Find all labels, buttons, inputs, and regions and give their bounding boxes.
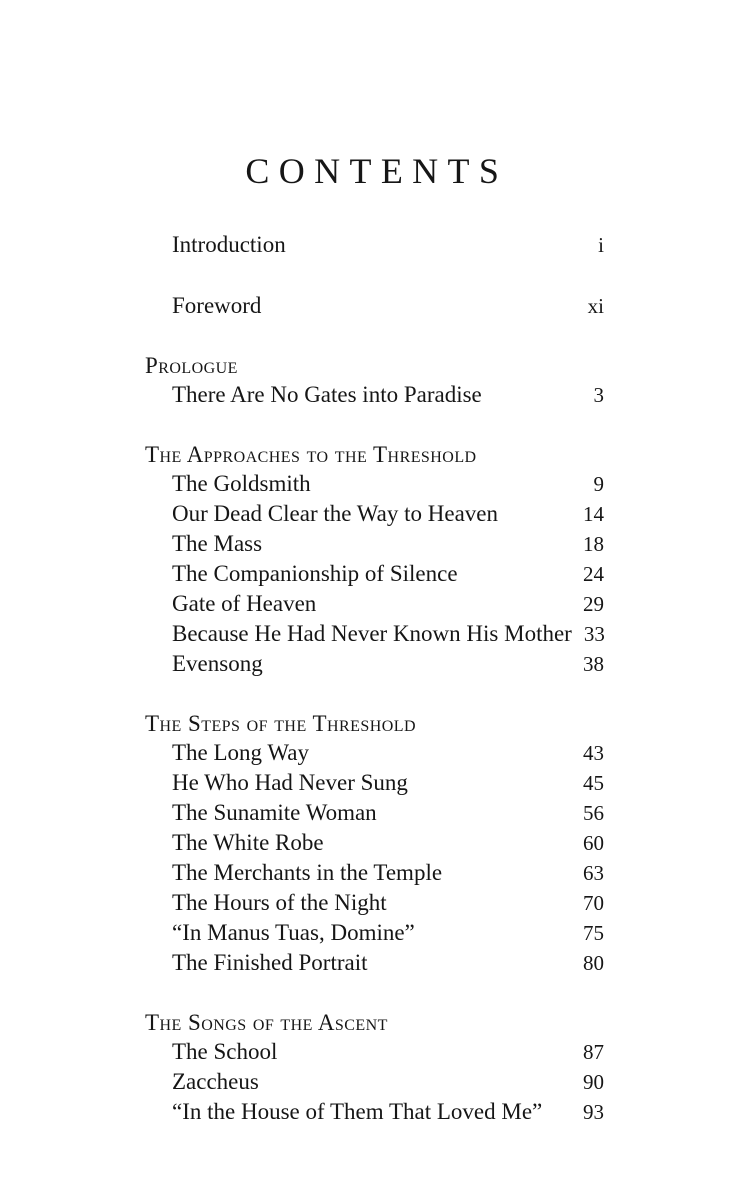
toc-entry bbox=[145, 858, 604, 888]
entry-page-number: 9 bbox=[593, 472, 604, 496]
entry-page-number: 80 bbox=[583, 951, 604, 975]
toc-entry bbox=[145, 918, 604, 948]
entry-title: Gate of Heaven bbox=[172, 591, 317, 616]
entry-title: Because He Had Never Known His Mother bbox=[172, 621, 572, 646]
entry-page-number: 60 bbox=[583, 831, 604, 855]
entry-page-number: 43 bbox=[583, 741, 604, 765]
toc-entry bbox=[145, 1097, 604, 1127]
entry-page-number: 93 bbox=[583, 1100, 604, 1124]
toc-entry bbox=[145, 768, 604, 798]
section-heading: The Songs of the Ascent bbox=[145, 1010, 388, 1035]
toc-entry bbox=[145, 1067, 604, 1097]
entry-title: Introduction bbox=[172, 232, 286, 257]
entry-title: The Goldsmith bbox=[172, 471, 311, 496]
toc-entry bbox=[145, 798, 604, 828]
entry-page-number: xi bbox=[587, 294, 604, 318]
toc-entry bbox=[145, 738, 604, 768]
entry-page-number: 38 bbox=[583, 652, 604, 676]
entry-page-number: 18 bbox=[583, 532, 604, 556]
entry-page-number: 33 bbox=[583, 622, 605, 646]
entry-page-number: 45 bbox=[583, 771, 604, 795]
entry-title: The Mass bbox=[172, 531, 263, 556]
entry-title: Foreword bbox=[172, 293, 262, 318]
entry-page-number: 14 bbox=[583, 502, 604, 526]
entry-title: Evensong bbox=[172, 651, 263, 676]
toc-entry bbox=[145, 291, 604, 321]
entry-page-number: 29 bbox=[583, 592, 604, 616]
section-heading: Prologue bbox=[145, 353, 238, 378]
front-matter bbox=[145, 230, 604, 321]
toc-entry bbox=[145, 948, 604, 978]
entry-title: The Merchants in the Temple bbox=[172, 860, 443, 885]
entry-title: The Companionship of Silence bbox=[172, 561, 458, 586]
entry-title: “In Manus Tuas, Domine” bbox=[172, 920, 415, 945]
entry-title: “In the House of Them That Loved Me” bbox=[172, 1099, 543, 1124]
toc-entry bbox=[145, 589, 604, 619]
entry-title: The White Robe bbox=[172, 830, 324, 855]
entry-title: The Sunamite Woman bbox=[172, 800, 377, 825]
toc-entry bbox=[145, 559, 604, 589]
page-title: CONTENTS bbox=[245, 151, 509, 191]
entry-page-number: 24 bbox=[583, 562, 604, 586]
toc-entry bbox=[145, 230, 604, 260]
entry-title: The Long Way bbox=[172, 740, 309, 765]
entry-page-number: 87 bbox=[583, 1040, 604, 1064]
entry-title: He Who Had Never Sung bbox=[172, 770, 408, 795]
toc-section-prologue bbox=[145, 351, 604, 410]
toc-entry bbox=[145, 380, 604, 410]
toc-entry bbox=[145, 499, 604, 529]
entry-title: The Finished Portrait bbox=[172, 950, 368, 975]
toc-entry bbox=[145, 619, 604, 649]
toc-entry bbox=[145, 649, 604, 679]
entry-title: There Are No Gates into Paradise bbox=[172, 382, 482, 407]
entry-page-number: 56 bbox=[583, 801, 604, 825]
entry-title: Zaccheus bbox=[172, 1069, 259, 1094]
toc-section-approaches bbox=[145, 440, 604, 679]
toc-section-songs bbox=[145, 1008, 604, 1127]
entry-title: The School bbox=[172, 1039, 278, 1064]
entry-page-number: 75 bbox=[583, 921, 604, 945]
entry-page-number: 3 bbox=[593, 383, 604, 407]
toc-entry bbox=[145, 1037, 604, 1067]
toc-section-steps bbox=[145, 709, 604, 978]
entry-page-number: i bbox=[598, 233, 604, 257]
entry-title: The Hours of the Night bbox=[172, 890, 387, 915]
toc-entry bbox=[145, 469, 604, 499]
section-heading: The Steps of the Threshold bbox=[145, 711, 416, 736]
entry-page-number: 90 bbox=[583, 1070, 604, 1094]
entry-title: Our Dead Clear the Way to Heaven bbox=[172, 501, 498, 526]
toc-entry bbox=[145, 888, 604, 918]
entry-page-number: 70 bbox=[583, 891, 604, 915]
toc-entry bbox=[145, 529, 604, 559]
section-heading: The Approaches to the Threshold bbox=[145, 442, 477, 467]
entry-page-number: 63 bbox=[583, 861, 604, 885]
toc-entry bbox=[145, 828, 604, 858]
